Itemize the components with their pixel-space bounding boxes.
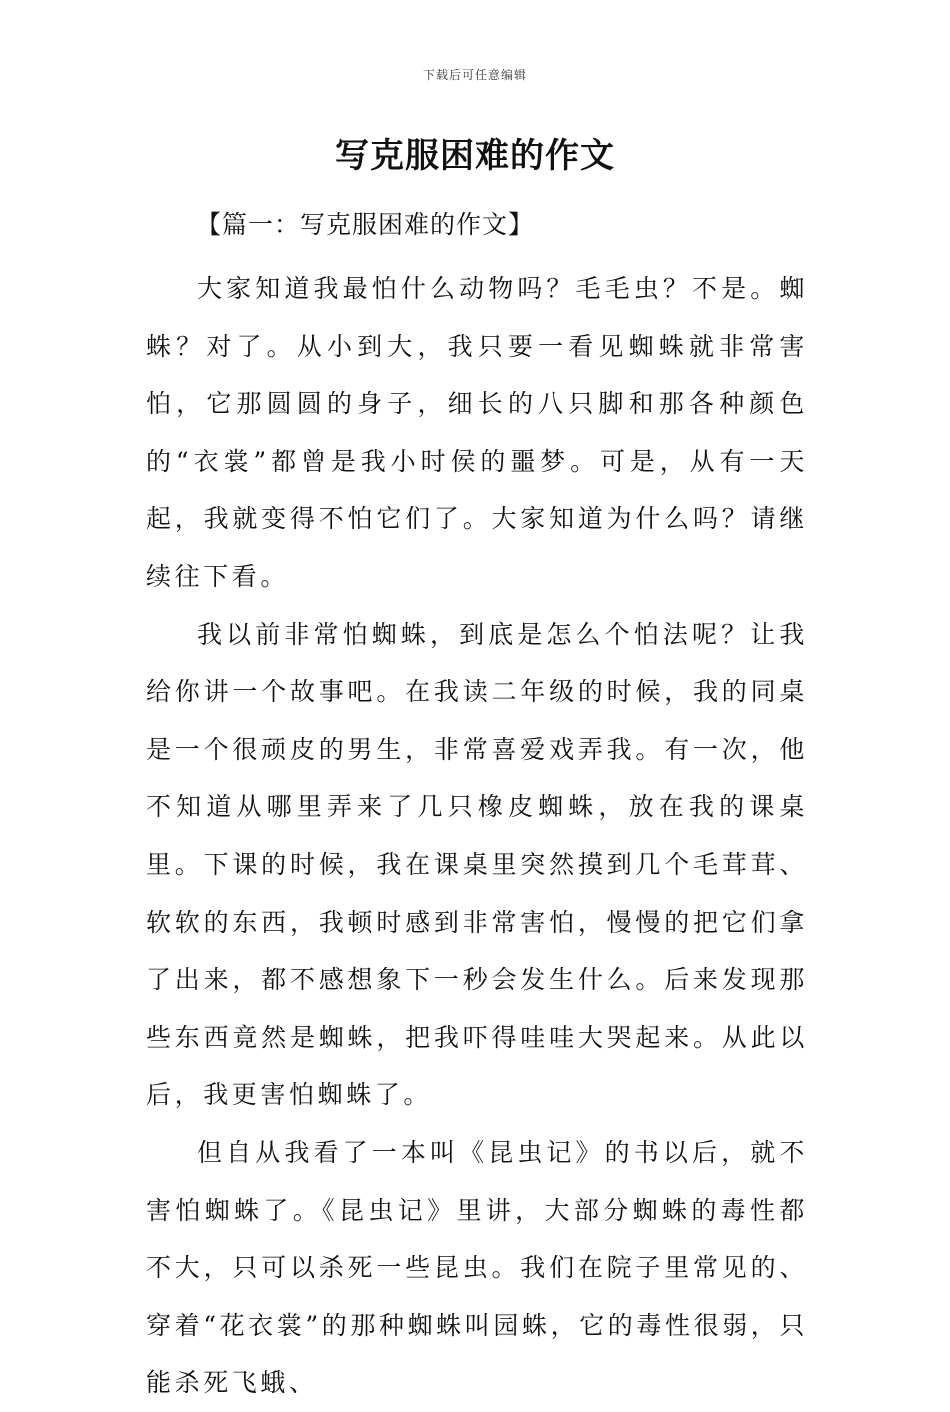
paragraph: 我以前非常怕蜘蛛，到底是怎么个怕法呢？让我给你讲一个故事吧。在我读二年级的时候，我的同桌是一个很顽皮的男生，非常喜爱戏弄我。有一次，他不知道从哪里弄来了几只橡皮蜘蛛，放在我的课桌里。下课的时候，我在课桌里突然摸到几个毛茸茸、软软的东西，我顿时感到非常害怕，慢慢的把它们拿了出来，都不感想象下一秒会发生什么。后来发现那些东西竟然是蜘蛛，把我吓得哇哇大哭起来。从此以后，我更害怕蜘蛛了。: [146, 619, 808, 1110]
section-heading: 【篇一：写克服困难的作文】: [196, 210, 535, 239]
document-title: 写克服困难的作文: [335, 136, 615, 176]
paragraph: 大家知道我最怕什么动物吗？毛毛虫？不是。蜘蛛？对了。从小到大，我只要一看见蜘蛛就非常害怕，它那圆圆的身子，细长的八只脚和那各种颜色的“衣裳”都曾是我小时侯的噩梦。可是，从有一天起，我就变得不怕它们了。大家知道为什么吗？请继续往下看。: [146, 274, 808, 591]
paragraph: 但自从我看了一本叫《昆虫记》的书以后，就不害怕蜘蛛了。《昆虫记》里讲，大部分蜘蛛的毒性都不大，只可以杀死一些昆虫。我们在院子里常见的、穿着“花衣裳”的那种蜘蛛叫园蛛，它的毒性很弱，只能杀死飞蛾、: [146, 1137, 808, 1398]
page-header-note: 下载后可任意编辑: [422, 68, 527, 82]
document-body: [146, 260, 808, 1412]
